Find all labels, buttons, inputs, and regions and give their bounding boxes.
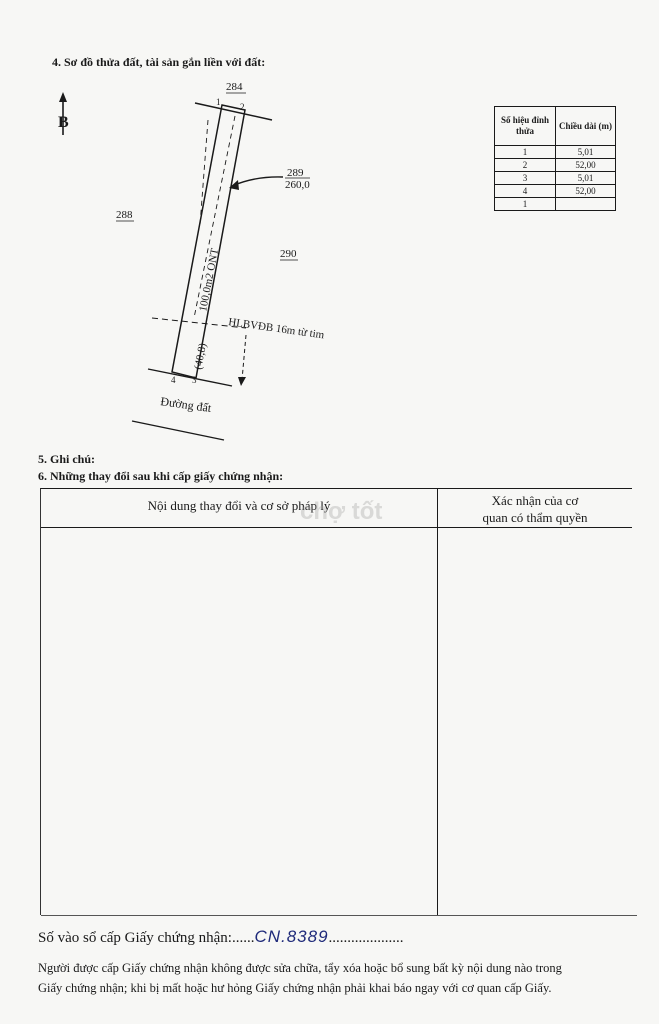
land-parcel-sketch — [0, 0, 659, 460]
length-cell: 52,00 — [556, 185, 616, 198]
table-bottom-border — [41, 915, 637, 916]
vertex-1: 1 — [216, 97, 221, 107]
registration-label: Số vào sổ cấp Giấy chứng nhận: — [38, 930, 232, 946]
parcel-north-label: 284 — [226, 81, 243, 93]
table-row — [495, 159, 616, 172]
footer-note-line1: Người được cấp Giấy chứng nhận không được sửa chữa, tẩy xóa hoặc bổ sung bất kỳ nội dung nào trong — [38, 961, 562, 975]
changes-col2-header — [438, 492, 632, 526]
north-letter: B — [58, 114, 69, 131]
table-row — [495, 172, 616, 185]
header-divider — [41, 527, 632, 528]
table-header-vertex: Số hiệu đỉnh thửa — [495, 107, 556, 146]
plot-width-label: (40,8) — [192, 342, 210, 371]
vertex-cell: 1 — [495, 146, 556, 159]
footer-note-line2: Giấy chứng nhận; khi bị mất hoặc hư hỏng Giấy chứng nhận phải khai báo ngay với cơ quan cấp Giấy. — [38, 981, 552, 995]
table-header-length: Chiều dài (m) — [556, 107, 616, 146]
vertex-2: 2 — [240, 102, 245, 112]
registration-line — [38, 927, 404, 947]
registration-lead-dots: ...... — [231, 930, 255, 946]
length-cell: 5,01 — [556, 146, 616, 159]
north-arrow-icon — [58, 92, 69, 135]
changes-col2-header-line2: quan có thẩm quyền — [482, 510, 588, 525]
vertex-4: 4 — [171, 375, 176, 385]
table-row — [495, 185, 616, 198]
changes-col2-header-line1: Xác nhận của cơ — [491, 493, 579, 508]
length-cell: 52,00 — [556, 159, 616, 172]
vertex-cell: 4 — [495, 185, 556, 198]
watermark: chợ tốt — [300, 498, 383, 525]
vertex-3: 3 — [192, 375, 197, 385]
vertex-cell: 1 — [495, 198, 556, 211]
section-6-title: 6. Những thay đổi sau khi cấp giấy chứng nhận: — [38, 469, 284, 483]
plot-area-label: 100,0m2 ONT — [197, 247, 222, 313]
corridor-label: HLBVĐB 16m từ tim — [227, 316, 326, 342]
vertex-cell: 3 — [495, 172, 556, 185]
table-row — [495, 198, 616, 211]
parcel-east-label: 290 — [280, 248, 297, 260]
table-row — [495, 146, 616, 159]
changes-table — [40, 488, 632, 915]
plot-outline — [172, 105, 245, 378]
section-4-title: 4. Sơ đồ thửa đất, tài sản gắn liền với đất: — [52, 55, 266, 69]
registration-trail-dots: .................... — [328, 930, 404, 946]
parcel-ref-area: 260,0 — [285, 179, 310, 191]
parcel-west-label: 288 — [116, 209, 133, 221]
section-5-title: 5. Ghi chú: — [38, 452, 96, 466]
changes-col1-header: Nội dung thay đổi và cơ sở pháp lý — [147, 498, 331, 513]
vertex-cell: 2 — [495, 159, 556, 172]
road-label: Đường đất — [159, 394, 213, 416]
column-divider — [437, 489, 438, 915]
parcel-ref-number: 289 — [287, 167, 304, 179]
length-cell: 5,01 — [556, 172, 616, 185]
length-cell — [556, 198, 616, 211]
edge-length-table — [494, 106, 616, 211]
registration-number: CN.8389 — [254, 927, 329, 946]
